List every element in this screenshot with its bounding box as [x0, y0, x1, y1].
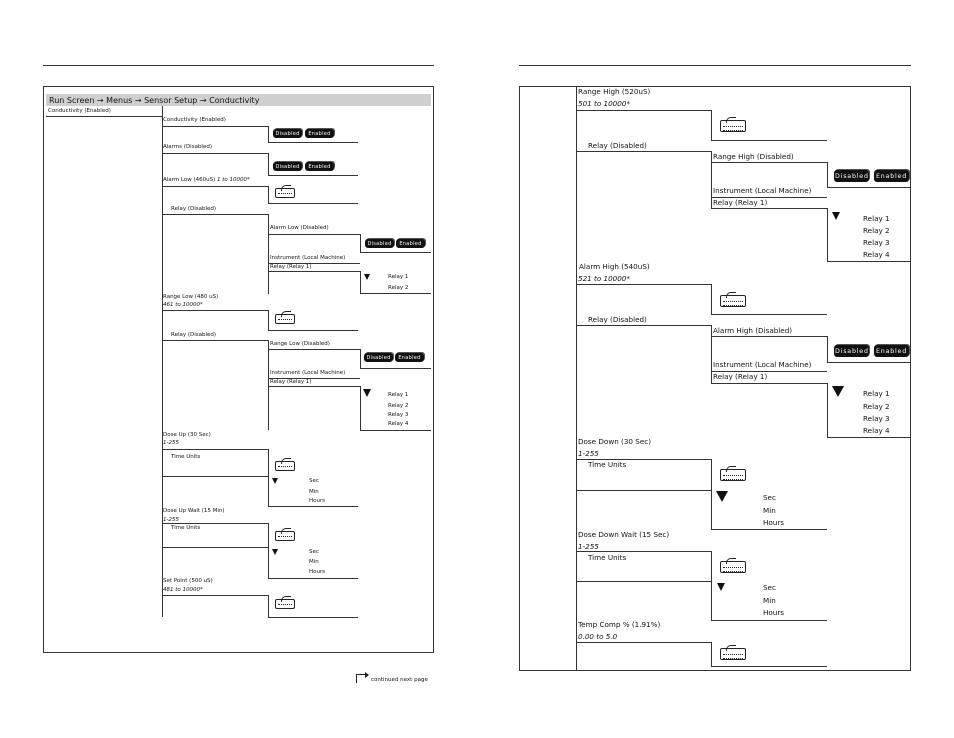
enabled-button[interactable]: Enabled — [396, 239, 425, 248]
enabled-button[interactable]: Enabled — [395, 353, 424, 362]
time-option[interactable]: Sec — [763, 583, 776, 592]
enabled-button[interactable]: Enabled — [305, 162, 334, 171]
rule — [162, 126, 268, 127]
rule — [162, 595, 268, 596]
disabled-button[interactable]: Disabled — [365, 239, 394, 248]
rule — [162, 449, 268, 450]
relay-option[interactable]: Relay 4 — [863, 426, 890, 435]
rule — [711, 325, 712, 384]
right-page-rule — [519, 65, 911, 66]
rule — [268, 578, 358, 579]
rule — [360, 430, 431, 431]
range-low-range: 461 to 10000* — [163, 302, 203, 308]
alarm-high-item[interactable]: Alarm High (540uS) — [579, 262, 650, 271]
rule — [162, 214, 268, 215]
rule — [711, 151, 712, 209]
rule — [268, 153, 269, 175]
relay-relay1-item[interactable]: Relay (Relay 1) — [713, 198, 768, 207]
level1-connector — [576, 86, 577, 671]
time-option[interactable]: Min — [763, 506, 776, 515]
time-units-item[interactable]: Time Units — [588, 460, 627, 469]
keyboard-icon[interactable] — [275, 314, 295, 324]
rule — [360, 349, 361, 368]
enabled-button[interactable]: Enabled — [874, 345, 909, 357]
keyboard-icon[interactable] — [275, 188, 295, 198]
relay-option[interactable]: Relay 3 — [388, 412, 409, 418]
rule — [711, 284, 712, 314]
rule — [576, 551, 711, 552]
dropdown-arrow-icon[interactable] — [832, 386, 844, 397]
set-point-range: 481 to 10000* — [163, 587, 203, 593]
dose-down-item[interactable]: Dose Down (30 Sec) — [578, 437, 652, 446]
rule — [827, 208, 828, 261]
rule — [162, 523, 268, 524]
rule — [268, 203, 358, 204]
alarm-low-sub-item[interactable]: Alarm Low (Disabled) — [270, 225, 329, 231]
rule — [268, 349, 360, 350]
rule — [711, 529, 827, 530]
rule — [162, 310, 268, 311]
relay-item[interactable]: Relay (Disabled) — [588, 141, 647, 150]
dose-down-range: 1-255 — [578, 449, 599, 458]
breadcrumb: Run Screen → Menus → Sensor Setup → Conductivity — [49, 96, 260, 105]
disabled-button[interactable]: Disabled — [834, 170, 869, 182]
dose-down-wait-item[interactable]: Dose Down Wait (15 Sec) — [578, 530, 670, 539]
relay-option[interactable]: Relay 3 — [863, 238, 890, 247]
rule — [162, 476, 268, 477]
relay-option[interactable]: Relay 1 — [863, 214, 890, 223]
relay-option[interactable]: Relay 1 — [388, 392, 409, 398]
rule — [827, 187, 911, 188]
rule — [360, 293, 431, 294]
rule — [711, 314, 827, 315]
rule — [268, 234, 360, 235]
rule — [711, 336, 827, 337]
continued-next-page: continued next page — [371, 677, 428, 683]
relay-relay1-item[interactable]: Relay (Relay 1) — [270, 264, 312, 270]
range-low-item[interactable]: Range Low (480 uS) — [163, 294, 219, 300]
alarm-high-sub-item[interactable]: Alarm High (Disabled) — [713, 326, 793, 335]
rule — [268, 310, 269, 330]
rule — [576, 325, 711, 326]
left-menu-frame — [43, 86, 434, 653]
instrument-item[interactable]: Instrument (Local Machine) — [270, 370, 346, 376]
rule — [268, 330, 358, 331]
time-units-item[interactable]: Time Units — [588, 553, 627, 562]
conductivity-item[interactable]: Conductivity (Enabled) — [163, 117, 226, 123]
time-option[interactable]: Hours — [309, 569, 326, 575]
dropdown-arrow-icon[interactable] — [716, 491, 728, 502]
rule — [711, 551, 712, 620]
rule — [576, 490, 711, 491]
disabled-button[interactable]: Disabled — [834, 345, 869, 357]
rule — [711, 642, 712, 666]
relay-relay1-item[interactable]: Relay (Relay 1) — [713, 372, 768, 381]
keyboard-icon[interactable] — [720, 469, 746, 481]
time-option[interactable]: Hours — [763, 608, 785, 617]
rule — [576, 151, 711, 152]
continue-arrowhead-icon — [365, 672, 369, 678]
rule — [268, 449, 269, 506]
rule — [162, 547, 268, 548]
relay-option[interactable]: Relay 2 — [388, 285, 409, 291]
dropdown-arrow-icon[interactable] — [364, 274, 370, 280]
time-units-item[interactable]: Time Units — [171, 525, 201, 531]
enabled-button[interactable]: Enabled — [305, 129, 334, 138]
time-option[interactable]: Min — [309, 489, 319, 495]
relay-relay1-item[interactable]: Relay (Relay 1) — [270, 379, 312, 385]
dropdown-arrow-icon[interactable] — [272, 478, 278, 484]
keyboard-icon[interactable] — [720, 561, 746, 573]
dose-up-item[interactable]: Dose Up (30 Sec) — [163, 432, 211, 438]
relay-item[interactable]: Relay (Disabled) — [171, 332, 217, 338]
rule — [711, 620, 827, 621]
rule — [360, 368, 431, 369]
rule — [711, 208, 827, 209]
temp-comp-item[interactable]: Temp Comp % (1.91%) — [578, 620, 661, 629]
dose-up-wait-item[interactable]: Dose Up Wait (15 Min) — [163, 508, 225, 514]
rule — [576, 284, 711, 285]
rule — [360, 386, 361, 430]
relay-option[interactable]: Relay 4 — [388, 421, 409, 427]
relay-option[interactable]: Relay 3 — [863, 414, 890, 423]
relay-item[interactable]: Relay (Disabled) — [171, 206, 217, 212]
keyboard-icon[interactable] — [720, 295, 746, 307]
root-rule — [46, 116, 162, 117]
rule — [827, 162, 828, 187]
dose-up-range: 1-255 — [163, 440, 179, 446]
instrument-item[interactable]: Instrument (Local Machine) — [270, 255, 346, 261]
relay-item[interactable]: Relay (Disabled) — [588, 315, 647, 324]
rule — [711, 110, 712, 140]
disabled-button[interactable]: Disabled — [364, 353, 393, 362]
range-high-range: 501 to 10000* — [578, 99, 630, 108]
instrument-item[interactable]: Instrument (Local Machine) — [713, 186, 812, 195]
rule — [827, 362, 911, 363]
keyboard-icon[interactable] — [275, 461, 295, 471]
temp-comp-range: 0.00 to 5.0 — [578, 632, 618, 641]
range-low-sub-item[interactable]: Range Low (Disabled) — [270, 341, 330, 347]
disabled-button[interactable]: Disabled — [273, 162, 302, 171]
range-high-item[interactable]: Range High (520uS) — [578, 87, 651, 96]
rule — [268, 271, 360, 272]
rule — [162, 186, 268, 187]
instrument-item[interactable]: Instrument (Local Machine) — [713, 360, 812, 369]
rule — [268, 186, 269, 203]
enabled-button[interactable]: Enabled — [874, 170, 909, 182]
alarm-low-item[interactable] — [163, 178, 250, 184]
time-option[interactable]: Hours — [763, 518, 785, 527]
left-page-rule — [43, 65, 434, 66]
rule — [162, 340, 268, 341]
disabled-button[interactable]: Disabled — [273, 129, 302, 138]
rule — [711, 140, 827, 141]
relay-option[interactable]: Relay 2 — [863, 226, 890, 235]
dropdown-arrow-icon[interactable] — [832, 212, 840, 220]
menu-root-label: Conductivity (Enabled) — [48, 108, 111, 114]
rule — [711, 162, 827, 163]
keyboard-icon[interactable] — [720, 120, 746, 132]
rule — [711, 666, 827, 667]
time-option[interactable]: Sec — [309, 549, 319, 555]
rule — [268, 506, 358, 507]
rule — [268, 214, 269, 294]
rule — [268, 523, 269, 578]
rule — [268, 595, 269, 617]
time-units-item[interactable]: Time Units — [171, 454, 201, 460]
keyboard-icon[interactable] — [275, 599, 295, 609]
dose-up-wait-range: 1-255 — [163, 517, 179, 523]
rule — [360, 271, 361, 293]
rule — [268, 617, 358, 618]
keyboard-icon[interactable] — [275, 531, 295, 541]
alarms-item[interactable]: Alarms (Disabled) — [163, 144, 212, 150]
rule — [268, 126, 269, 142]
alarm-low-label: Alarm Low (460uS) — [163, 177, 216, 183]
dose-down-wait-range: 1-255 — [578, 542, 599, 551]
rule — [576, 581, 711, 582]
dropdown-arrow-icon[interactable] — [272, 549, 278, 555]
keyboard-icon[interactable] — [720, 648, 746, 660]
alarm-high-range: 521 to 10000* — [578, 274, 630, 283]
rule — [827, 336, 828, 362]
rule — [268, 175, 358, 176]
rule — [576, 110, 711, 111]
rule — [162, 153, 268, 154]
time-option[interactable]: Sec — [309, 478, 319, 484]
rule — [268, 340, 269, 430]
rule — [711, 383, 827, 384]
alarm-low-range: 1 to 10000* — [217, 177, 250, 183]
rule — [360, 252, 431, 253]
time-option[interactable]: Hours — [309, 498, 326, 504]
rule — [827, 437, 911, 438]
time-option[interactable]: Min — [309, 559, 319, 565]
rule — [576, 642, 711, 643]
rule — [827, 383, 828, 437]
rule — [268, 142, 358, 143]
rule — [827, 261, 911, 262]
relay-option[interactable]: Relay 2 — [388, 403, 409, 409]
rule — [711, 459, 712, 529]
relay-option[interactable]: Relay 4 — [863, 250, 890, 259]
rule — [268, 386, 360, 387]
set-point-item[interactable]: Set Point (500 uS) — [163, 578, 213, 584]
dropdown-arrow-icon[interactable] — [717, 583, 725, 591]
relay-option[interactable]: Relay 1 — [388, 274, 409, 280]
dropdown-arrow-icon[interactable] — [363, 389, 371, 397]
rule — [360, 234, 361, 252]
range-high-sub-item[interactable]: Range High (Disabled) — [713, 152, 794, 161]
relay-option[interactable]: Relay 1 — [863, 389, 890, 398]
relay-option[interactable]: Relay 2 — [863, 402, 890, 411]
time-option[interactable]: Sec — [763, 493, 776, 502]
time-option[interactable]: Min — [763, 596, 776, 605]
